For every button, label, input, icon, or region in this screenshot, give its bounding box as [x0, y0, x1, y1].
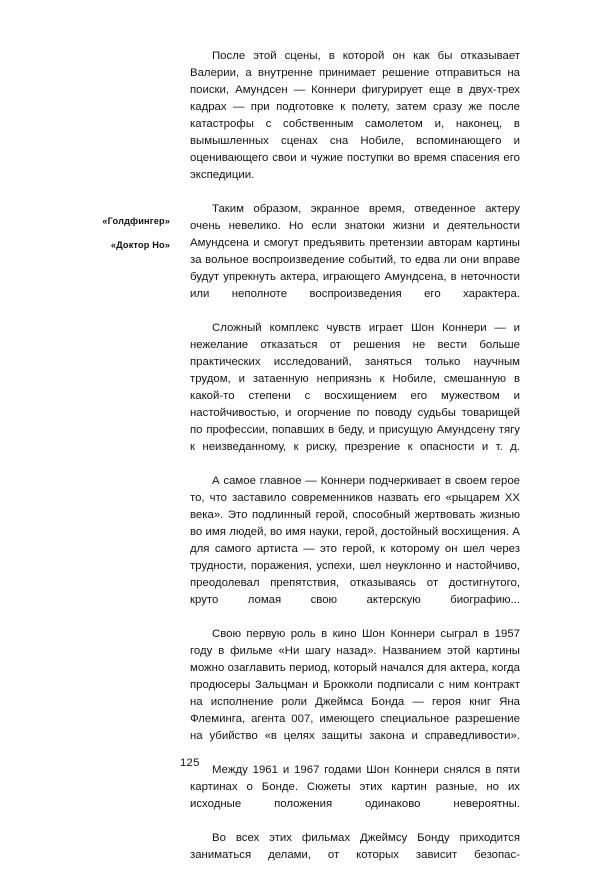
- paragraph-text: А самое главное — Коннери подчеркивает в своем герое то, что заставило современников назвать его «рыцарем XX века». Это подлинный герой, способный жертвовать жизнью во имя людей, во имя науки, герой, достойный восхищения. А для самого артиста — это герой, к которому он шел через трудности, поражения, успехи, шел неуклонно и настойчиво, преодолевал препятствия, отказываясь от достигнутого, круто ломая свою актерскую биографию...: [190, 475, 520, 606]
- paragraph: [190, 48, 520, 201]
- body-text-column: [190, 48, 520, 881]
- paragraph-text: После этой сцены, в которой он как бы отказывает Валерии, а внутренне принимает решение отправиться на поиски, Амундсен — Коннери фигурирует еще в двух-трех кадрах — при подготовке к полету, затем сразу же после катастрофы с собственным самолетом и, наконец, в вымышленных сценах сна Нобиле, вспоминающего и оценивающего свои и чужие поступки во время спасения его экспедиции.: [190, 50, 520, 181]
- paragraph-text: Между 1961 и 1967 годами Шон Коннери снялся в пяти картинах о Бонде. Сюжеты этих картин разные, но их исходные положения одинаково невероятны.: [190, 764, 520, 810]
- paragraph-text: Свою первую роль в кино Шон Коннери сыграл в 1957 году в фильме «Ни шагу назад». Названием этой картины можно озаглавить период, который начался для актера, когда продюсеры Зальцман и Брокколи подписали с ним контракт на исполнение роли Джеймса Бонда — героя книг Яна Флеминга, агента 007, имеющего специальное разрешение на убийство «в целях защиты закона и справедливости».: [190, 628, 520, 742]
- page-number: 125: [180, 757, 200, 769]
- paragraph: [190, 201, 520, 320]
- paragraph: [190, 830, 520, 881]
- paragraph-text: Таким образом, экранное время, отведенное актеру очень невелико. Но если знатоки жизни и деятельности Амундсена и смогут предъявить претензии авторам картины за вольное воспроизведение событий, то едва ли они вправе будут упрекнуть актера, играющего Амундсена, в неточности или неполноте воспроизведения его характера.: [190, 203, 520, 300]
- paragraph: [190, 762, 520, 830]
- paragraph-text: Во всех этих фильмах Джеймсу Бонду приходится заниматься делами, от которых зависит безопас: [190, 832, 520, 861]
- paragraph: [190, 320, 520, 473]
- margin-notes-column: [42, 216, 170, 251]
- paragraph: [190, 626, 520, 762]
- paragraph: [190, 473, 520, 626]
- margin-note-goldfinger: «Голдфингер»: [102, 216, 170, 226]
- margin-note-doctor-no: «Доктор Но»: [110, 240, 170, 251]
- paragraph-text: Сложный комплекс чувств играет Шон Коннери — и нежелание отказаться от решения не вести больше практических исследований, заняться только научным трудом, и затаенную неприязнь к Нобиле, смешанную в какой-то степени с восхищением его мужеством и настойчивостью, и огорчение по поводу судьбы товарищей по профессии, попавших в беду, и присущую Амундсену тягу к неизведанному, к риску, презрение к опасности и т. д.: [190, 322, 520, 453]
